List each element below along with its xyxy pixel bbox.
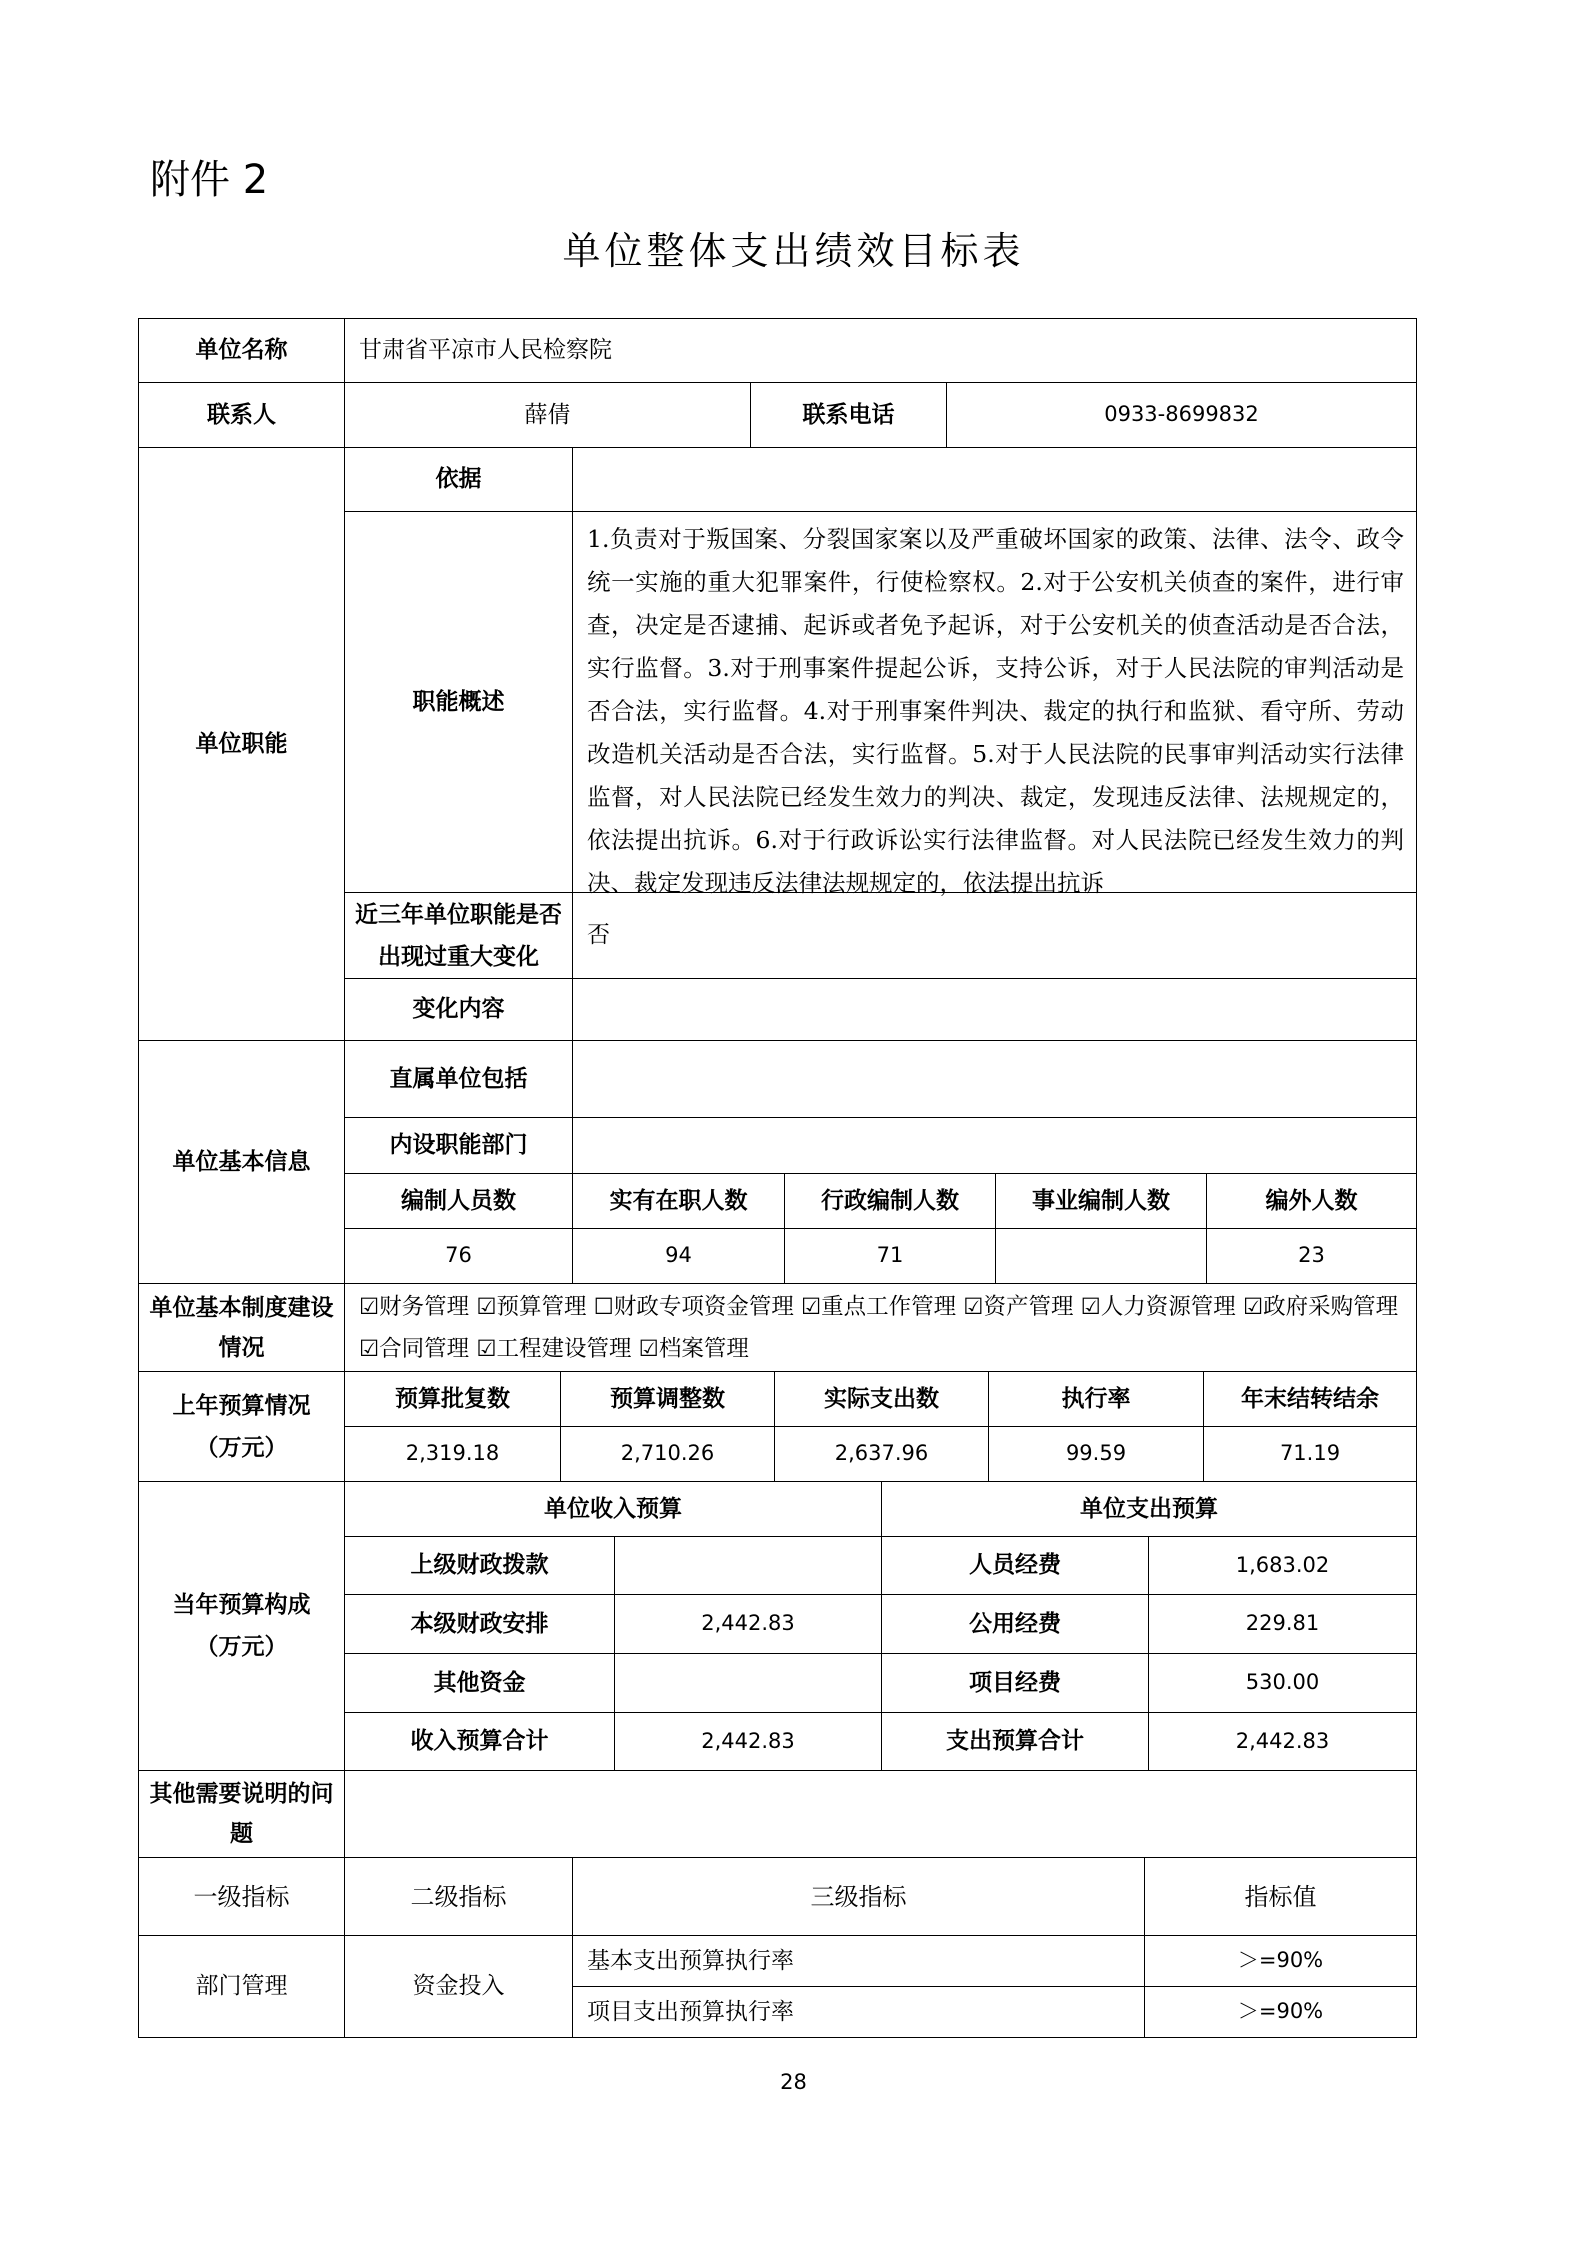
expense-item-value: 229.81 <box>1148 1594 1417 1654</box>
last-year-header: 预算调整数 <box>560 1371 775 1427</box>
staff-value: 71 <box>784 1228 996 1284</box>
overview-value: 1.负责对于叛国案、分裂国家案以及严重破坏国家的政策、法律、法令、政令统一实施的重大犯罪案件，行使检察权。2.对于公安机关侦查的案件，进行审查，决定是否逮捕、起诉或者免予起诉，对于公安机关的侦查活动是否合法，实行监督。3.对于刑事案件提起公诉，支持公诉，对于人民法院的审判活动是否合法，实行监督。4.对于刑事案件判决、裁定的执行和监狱、看守所、劳动改造机关活动是否合法，实行监督。5.对于人民法院的民事审判活动实行法律监督，对人民法院已经发生效力的判决、裁定，发现违反法律、法规规定的，依法提出抗诉。6.对于行政诉讼实行法律监督。对人民法院已经发生效力的判决、裁定发现违反法律法规规定的，依法提出抗诉 <box>572 511 1417 893</box>
indicator-level2: 资金投入 <box>344 1935 573 2038</box>
expense-item-label: 项目经费 <box>881 1653 1149 1713</box>
other-value <box>344 1770 1417 1858</box>
staff-header: 实有在职人数 <box>572 1173 785 1229</box>
last-year-value: 2,637.96 <box>774 1426 989 1482</box>
functions-section-label: 单位职能 <box>138 447 345 1041</box>
departments-value <box>572 1117 1417 1174</box>
basis-label: 依据 <box>344 447 573 512</box>
income-total-label: 收入预算合计 <box>344 1712 615 1771</box>
overview-label: 职能概述 <box>344 511 573 893</box>
indicator-value: ＞=90% <box>1144 1935 1417 1987</box>
indicator-header: 三级指标 <box>572 1857 1145 1936</box>
indicator-level3: 基本支出预算执行率 <box>572 1935 1145 1987</box>
income-item-label: 其他资金 <box>344 1653 615 1713</box>
other-label: 其他需要说明的问题 <box>138 1770 345 1858</box>
income-item-value <box>614 1536 882 1595</box>
expense-total-value: 2,442.83 <box>1148 1712 1417 1771</box>
last-year-header: 预算批复数 <box>344 1371 561 1427</box>
expense-header: 单位支出预算 <box>881 1481 1417 1537</box>
departments-label: 内设职能部门 <box>344 1117 573 1174</box>
staff-value: 23 <box>1206 1228 1417 1284</box>
staff-value <box>995 1228 1207 1284</box>
change-label: 近三年单位职能是否出现过重大变化 <box>344 892 573 979</box>
last-year-value: 71.19 <box>1203 1426 1417 1482</box>
unit-name-label: 单位名称 <box>138 318 345 383</box>
phone-value: 0933-8699832 <box>946 382 1417 448</box>
page-title: 单位整体支出绩效目标表 <box>562 229 1025 273</box>
attachment-label: 附件 2 <box>150 157 269 203</box>
change-value: 否 <box>572 892 1417 979</box>
expense-item-label: 人员经费 <box>881 1536 1149 1595</box>
income-item-label: 本级财政安排 <box>344 1594 615 1654</box>
last-year-label: 上年预算情况（万元） <box>138 1371 345 1482</box>
contact-value: 薛倩 <box>344 382 751 448</box>
income-item-label: 上级财政拨款 <box>344 1536 615 1595</box>
phone-label: 联系电话 <box>750 382 947 448</box>
last-year-value: 2,319.18 <box>344 1426 561 1482</box>
change-content-value <box>572 978 1417 1041</box>
staff-value: 76 <box>344 1228 573 1284</box>
last-year-value: 2,710.26 <box>560 1426 775 1482</box>
indicator-header: 指标值 <box>1144 1857 1417 1936</box>
last-year-header: 年末结转结余 <box>1203 1371 1417 1427</box>
staff-header: 事业编制人数 <box>995 1173 1207 1229</box>
indicator-level3: 项目支出预算执行率 <box>572 1986 1145 2038</box>
subordinate-value <box>572 1040 1417 1118</box>
system-label: 单位基本制度建设情况 <box>138 1283 345 1372</box>
contact-label: 联系人 <box>138 382 345 448</box>
indicator-header: 一级指标 <box>138 1857 345 1936</box>
income-item-value <box>614 1653 882 1713</box>
indicator-level1: 部门管理 <box>138 1935 345 2038</box>
unit-name-value: 甘肃省平凉市人民检察院 <box>344 318 1417 383</box>
expense-item-value: 530.00 <box>1148 1653 1417 1713</box>
current-year-label: 当年预算构成（万元） <box>138 1481 345 1771</box>
basis-value <box>572 447 1417 512</box>
last-year-header: 实际支出数 <box>774 1371 989 1427</box>
expense-item-label: 公用经费 <box>881 1594 1149 1654</box>
last-year-value: 99.59 <box>988 1426 1204 1482</box>
staff-header: 编外人数 <box>1206 1173 1417 1229</box>
staff-header: 行政编制人数 <box>784 1173 996 1229</box>
expense-total-label: 支出预算合计 <box>881 1712 1149 1771</box>
last-year-header: 执行率 <box>988 1371 1204 1427</box>
system-value: ☑财务管理 ☑预算管理 ☐财政专项资金管理 ☑重点工作管理 ☑资产管理 ☑人力资源管理 ☑政府采购管理 ☑合同管理 ☑工程建设管理 ☑档案管理 <box>344 1283 1417 1372</box>
income-item-value: 2,442.83 <box>614 1594 882 1654</box>
indicator-value: ＞=90% <box>1144 1986 1417 2038</box>
staff-header: 编制人员数 <box>344 1173 573 1229</box>
basic-info-section-label: 单位基本信息 <box>138 1040 345 1284</box>
staff-value: 94 <box>572 1228 785 1284</box>
indicator-header: 二级指标 <box>344 1857 573 1936</box>
page-number: 28 <box>780 2070 807 2094</box>
income-header: 单位收入预算 <box>344 1481 882 1537</box>
subordinate-label: 直属单位包括 <box>344 1040 573 1118</box>
income-total-value: 2,442.83 <box>614 1712 882 1771</box>
change-content-label: 变化内容 <box>344 978 573 1041</box>
expense-item-value: 1,683.02 <box>1148 1536 1417 1595</box>
